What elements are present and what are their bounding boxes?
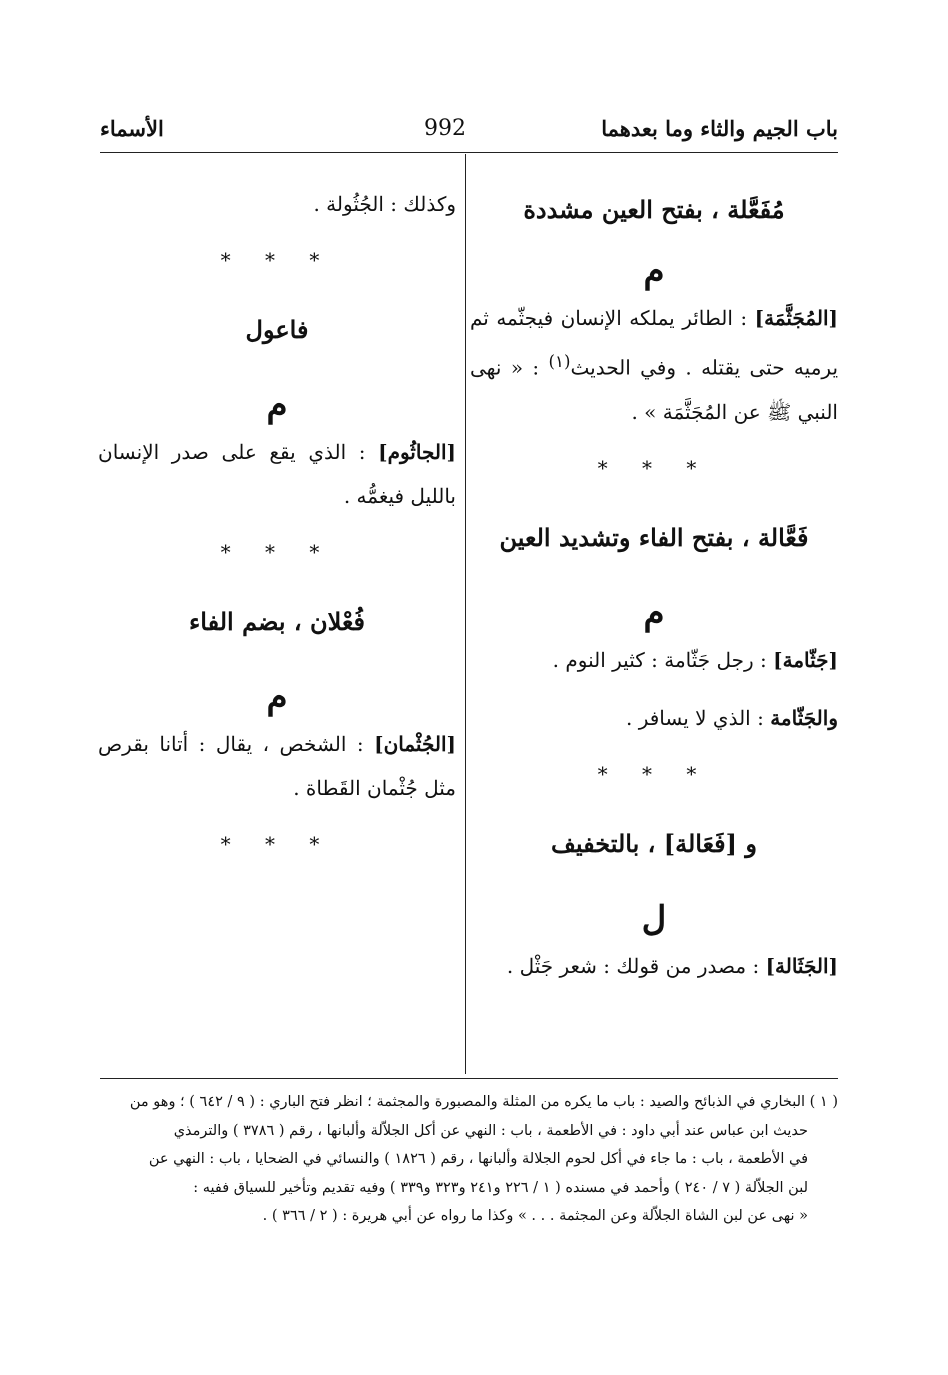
root-letter: م (266, 385, 288, 425)
chapter-title: باب الجيم والثاء وما بعدهما (601, 116, 838, 141)
root-letter: م (266, 677, 288, 717)
entry-mujaththama (470, 296, 838, 434)
footnote-line: « نهى عن لبن الشاة الجلاّلة وعن المجثمة . . . » وكذا ما رواه عن أبي هريرة : ( ٢ / ٣٦٦ ) . (262, 1208, 808, 1224)
entry-al-jaththama (470, 696, 838, 740)
header-rule (100, 152, 838, 153)
entry-text: : مصدر من قولك : شعر جَثْل . (506, 953, 760, 978)
separator-stars: * * * (597, 761, 711, 786)
entry-term: [المُجَثَّمَة] (754, 306, 839, 330)
pattern-heading: فاعول (245, 315, 309, 344)
entry-text: : « نهى النبي ﷺ عن المُجَثَّمَة » . (470, 355, 838, 424)
page-number: 992 (424, 116, 466, 141)
footnote-line: في الأطعمة ، باب : ما جاء في أكل لحوم الجلالة وألبانها ، رقم ( ١٨٢٦ ) والنسائي في الضحايا ، باب : النهي عن (148, 1151, 808, 1167)
root-letter: ل (641, 898, 667, 939)
entry-term: [الجاثُوم] (378, 440, 456, 464)
right-column (470, 188, 838, 988)
entry-text: : رجل جَثّامة : كثير النوم . (552, 647, 767, 672)
entry-juthman (98, 722, 456, 810)
separator-stars: * * * (220, 832, 334, 856)
section-title: الأسماء (100, 116, 164, 141)
entry-text: : الذي لا يسافر . (626, 705, 764, 730)
left-column (98, 182, 456, 864)
separator-stars: * * * (220, 248, 334, 272)
entry-text: : الشخص ، يقال : أتانا بقرص مثل جُثْمان القَطاة . (98, 732, 456, 800)
column-divider (465, 154, 466, 1074)
entry-term: [جَثّامة] (773, 647, 838, 672)
footnotes (104, 1088, 838, 1231)
footnote-line: حديث ابن عباس عند أبي داود : في الأطعمة ، باب : النهي عن أكل الجلاّلة وألبانها ، رقم ( ٣٧٨٦ ) والترمذي (173, 1122, 808, 1139)
footnote-line: ( ١ ) البخاري في الذبائح والصيد : باب ما يكره من المثلة والمصبورة والمجثمة ؛ انظر فتح الباري : ( ٩ / ٦٤٢ ) ؛ وهو من (129, 1094, 838, 1110)
entry-jaththama (470, 638, 838, 682)
pattern-heading: فُعْلان ، بضم الفاء (189, 607, 365, 636)
pattern-heading: و [فَعَالة] ، بالتخفيف (551, 828, 757, 858)
separator-stars: * * * (220, 540, 334, 564)
entry-jathala (470, 944, 838, 988)
root-letter: م (643, 592, 665, 633)
entry-term: [الجُثْمان] (374, 732, 456, 756)
separator-stars: * * * (597, 455, 711, 480)
root-letter: م (643, 251, 665, 291)
entry-jathum (98, 430, 456, 518)
entry-term: والجَثّامة (770, 705, 838, 730)
footnote-rule (100, 1078, 838, 1079)
entry-term: [الجَثَالة] (765, 953, 838, 978)
entry-text: : الطائر يملكه الإنسان فيجثّمه ثم يرميه حتى يقتله . وفي الحديث (470, 306, 839, 380)
pattern-heading: فَعَّالة ، بفتح الفاء وتشديد العين (499, 522, 809, 552)
footnote-ref: (١) (548, 352, 571, 371)
entry-juthula: وكذلك : الجُثُولة . (313, 192, 456, 216)
footnote-line: لبن الجلاّلة ( ٧ / ٢٤٠ ) وأحمد في مسنده ( ١ / ٢٢٦ و٢٤١ و٣٢٣ و٣٣٩ ) وفيه تقديم وتأخير للسياق ففيه : (193, 1179, 808, 1196)
pattern-heading: مُفَعَّلة ، بفتح العين مشددة (523, 195, 785, 224)
entry-text: : الذي يقع على صدر الإنسان بالليل فيغمُّه . (98, 440, 456, 508)
